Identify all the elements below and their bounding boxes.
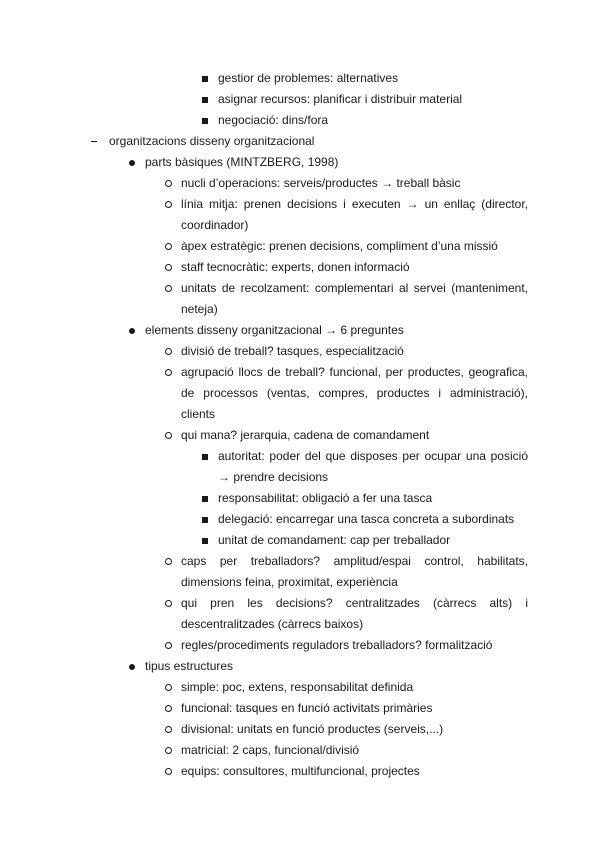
list-item: parts bàsiques (MINTZBERG, 1998) — [145, 152, 528, 173]
list-item: asignar recursos: planificar i distribuir material — [218, 89, 528, 110]
circle-icon — [161, 362, 175, 383]
disc-icon — [125, 320, 139, 341]
circle-icon — [161, 761, 175, 782]
square-icon — [198, 530, 212, 551]
circle-icon — [161, 635, 175, 656]
list-item: matricial: 2 caps, funcional/divisió — [181, 740, 528, 761]
list-item: staff tecnocràtic: experts, donen informació — [181, 257, 528, 278]
circle-icon — [161, 698, 175, 719]
list-item: elements disseny organitzacional → 6 preguntes — [145, 320, 528, 341]
list-item: delegació: encarregar una tasca concreta a subordinats — [218, 509, 528, 530]
circle-icon — [161, 194, 175, 215]
circle-icon — [161, 341, 175, 362]
disc-icon — [125, 656, 139, 677]
dash-icon — [87, 131, 101, 152]
list-item: negociació: dins/fora — [218, 110, 528, 131]
circle-icon — [161, 551, 175, 572]
circle-icon — [161, 236, 175, 257]
list-item: tipus estructures — [145, 656, 528, 677]
circle-icon — [161, 593, 175, 614]
list-item: qui mana? jerarquia, cadena de comandament — [181, 425, 528, 446]
list-item: agrupació llocs de treball? funcional, per productes, geografica, de processos (ventas, compres, productes i administració), clients — [181, 362, 528, 425]
square-icon — [198, 446, 212, 467]
square-icon — [198, 110, 212, 131]
list-item: organitzacions disseny organitzacional — [109, 131, 528, 152]
list-item: equips: consultores, multifuncional, projectes — [181, 761, 528, 782]
list-item: àpex estratègic: prenen decisions, compliment d’una missió — [181, 236, 528, 257]
square-icon — [198, 89, 212, 110]
list-item: línia mitja: prenen decisions i executen → un enllaç (director, coordinador) — [181, 194, 528, 236]
list-item: regles/procediments reguladors treballadors? formalització — [181, 635, 528, 656]
list-item: divisional: unitats en funció productes (serveis,...) — [181, 719, 528, 740]
list-item: responsabilitat: obligació a fer una tasca — [218, 488, 528, 509]
list-item: divisió de treball? tasques, especialització — [181, 341, 528, 362]
circle-icon — [161, 677, 175, 698]
list-item: gestior de problemes: alternatives — [218, 68, 528, 89]
circle-icon — [161, 278, 175, 299]
circle-icon — [161, 173, 175, 194]
square-icon — [198, 68, 212, 89]
list-item: simple: poc, extens, responsabilitat definida — [181, 677, 528, 698]
list-item: qui pren les decisions? centralitzades (càrrecs alts) i descentralitzades (càrrecs baixos) — [181, 593, 528, 635]
list-item: caps per treballadors? amplitud/espai control, habilitats, dimensions feina, proximitat, experiència — [181, 551, 528, 593]
circle-icon — [161, 425, 175, 446]
square-icon — [198, 509, 212, 530]
list-item: unitat de comandament: cap per treballador — [218, 530, 528, 551]
list-item: unitats de recolzament: complementari al servei (manteniment, neteja) — [181, 278, 528, 320]
circle-icon — [161, 257, 175, 278]
circle-icon — [161, 740, 175, 761]
circle-icon — [161, 719, 175, 740]
square-icon — [198, 488, 212, 509]
list-item: autoritat: poder del que disposes per ocupar una posició → prendre decisions — [218, 446, 528, 488]
list-item: funcional: tasques en funció activitats primàries — [181, 698, 528, 719]
list-item: nucli d’operacions: serveis/productes → treball bàsic — [181, 173, 528, 194]
disc-icon — [125, 152, 139, 173]
